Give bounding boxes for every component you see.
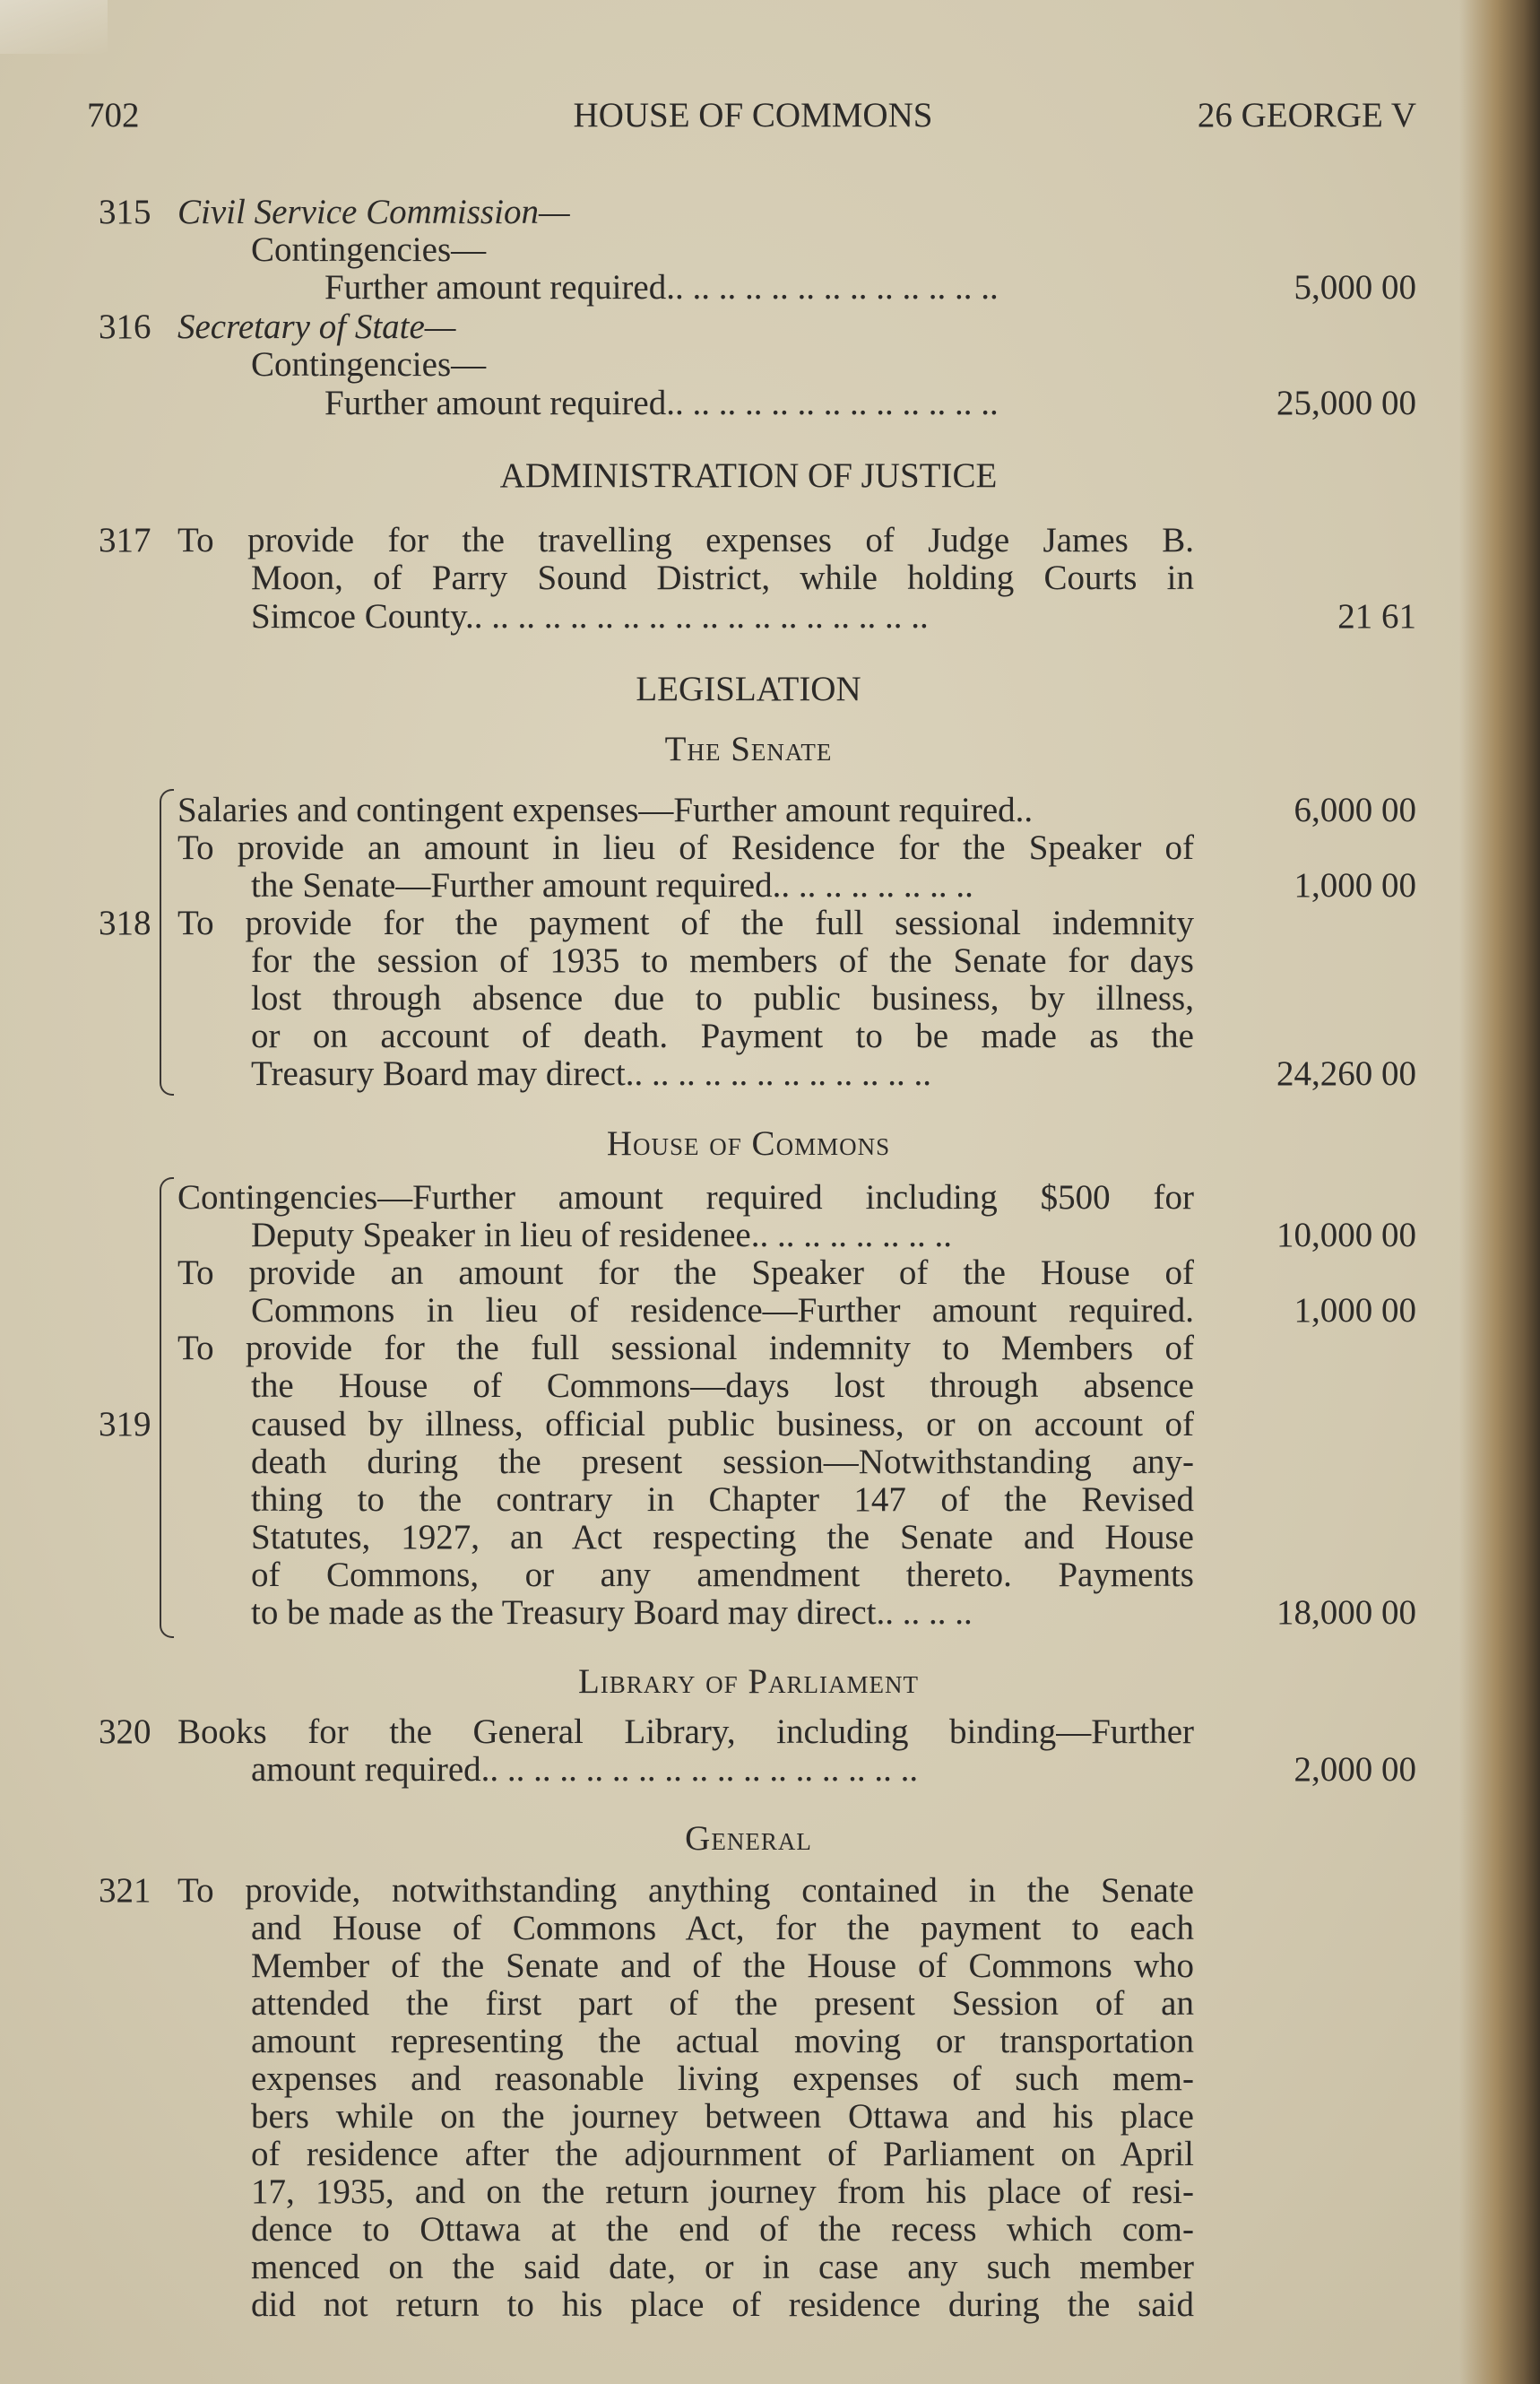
item-brace (160, 1177, 174, 1638)
item-line: attended the first part of the present Session of an (251, 1984, 1194, 2023)
item-line: To provide for the full sessional indemnity to Members of (177, 1329, 1194, 1367)
item-amount: 18,000 00 (1276, 1593, 1416, 1632)
page-binding-edge (1459, 0, 1540, 2384)
item-line: Contingencies—Further amount required including $500 for (177, 1178, 1194, 1217)
item-line: lost through absence due to public business, by illness, (251, 979, 1194, 1018)
item-amount: 6,000 00 (1293, 791, 1416, 829)
item-line: dence to Ottawa at the end of the recess which com- (251, 2210, 1194, 2249)
item-line: To provide, notwithstanding anything contained in the Senate (177, 1871, 1194, 1910)
item-number: 319 (99, 1405, 151, 1443)
item-line: Deputy Speaker in lieu of residenee.. .. .. .. .. .. .. .. (251, 1216, 952, 1254)
page-number: 702 (87, 96, 140, 134)
item-line: the Senate—Further amount required.. .. .. .. .. .. .. .. (251, 866, 973, 905)
item-number: 321 (99, 1871, 151, 1910)
item-line: 17, 1935, and on the return journey from his place of resi- (251, 2172, 1194, 2211)
item-brace (160, 789, 174, 1096)
item-amount: 24,260 00 (1276, 1054, 1416, 1093)
item-line: or on account of death. Payment to be made as the (251, 1017, 1194, 1055)
item-number: 320 (99, 1712, 151, 1751)
item-line: To provide an amount in lieu of Residence for the Speaker of (177, 828, 1194, 867)
item-line: Books for the General Library, including binding—Further (177, 1712, 1194, 1751)
running-head-title: HOUSE OF COMMONS (573, 96, 933, 134)
item-line: of Commons, or any amendment thereto. Payments (251, 1556, 1194, 1594)
subsection-heading: Library of Parliament (577, 1662, 920, 1701)
item-line: Moon, of Parry Sound District, while holding Courts in (251, 559, 1194, 597)
item-line: the House of Commons—days lost through absence (251, 1366, 1194, 1405)
item-line: amount required.. .. .. .. .. .. .. .. .. .. .. .. .. .. .. .. .. (251, 1750, 919, 1789)
item-line: menced on the said date, or in case any such member (251, 2248, 1194, 2286)
item-subheading: Contingencies— (251, 230, 487, 269)
item-line: for the session of 1935 to members of the Senate for days (251, 941, 1194, 980)
item-heading: Civil Service Commission— (177, 193, 570, 231)
section-heading: LEGISLATION (636, 670, 861, 708)
item-line: and House of Commons Act, for the payment to each (251, 1909, 1194, 1947)
item-heading: Secretary of State— (177, 308, 456, 346)
item-amount: 1,000 00 (1293, 866, 1416, 905)
item-line: bers while on the journey between Ottawa and his place (251, 2097, 1194, 2136)
item-number: 315 (99, 193, 151, 231)
item-line: Salaries and contingent expenses—Further amount required.. (177, 791, 1034, 829)
item-line: to be made as the Treasury Board may direct.. .. .. .. (251, 1593, 973, 1632)
item-line: Commons in lieu of residence—Further amount required. (251, 1291, 1194, 1330)
subsection-heading: The Senate (664, 730, 833, 768)
item-line: Member of the Senate and of the House of Commons who (251, 1946, 1194, 1985)
item-subheading: Contingencies— (251, 345, 487, 384)
item-amount: 25,000 00 (1276, 384, 1416, 422)
item-line: did not return to his place of residence during the said (251, 2285, 1194, 2324)
item-line: Treasury Board may direct.. .. .. .. .. .. .. .. .. .. .. .. (251, 1054, 931, 1093)
item-line: Statutes, 1927, an Act respecting the Senate and House (251, 1518, 1194, 1556)
item-number: 318 (99, 904, 151, 942)
item-number: 317 (99, 521, 151, 559)
item-amount: 21 61 (1337, 597, 1416, 636)
subsection-heading: General (685, 1819, 812, 1858)
item-line: To provide for the payment of the full sessional indemnity (177, 904, 1194, 942)
subsection-heading: House of Commons (606, 1124, 891, 1163)
item-line: To provide an amount for the Speaker of the House of (177, 1253, 1194, 1292)
item-line: death during the present session—Notwithstanding any- (251, 1443, 1194, 1481)
item-line: Simcoe County.. .. .. .. .. .. .. .. .. .. .. .. .. .. .. .. .. .. (251, 597, 929, 636)
item-line: of residence after the adjournment of Parliament on April (251, 2135, 1194, 2173)
item-line: expenses and reasonable living expenses of such mem- (251, 2059, 1194, 2098)
item-amount: 2,000 00 (1293, 1750, 1416, 1789)
section-heading: ADMINISTRATION OF JUSTICE (499, 456, 998, 495)
item-amount: 1,000 00 (1293, 1291, 1416, 1330)
item-line: thing to the contrary in Chapter 147 of the Revised (251, 1480, 1194, 1519)
item-description: Further amount required.. .. .. .. .. .. .. .. .. .. .. .. .. (324, 384, 999, 422)
item-line: caused by illness, official public business, or on account of (251, 1405, 1194, 1443)
item-line: To provide for the travelling expenses of Judge James B. (177, 521, 1194, 559)
item-amount: 10,000 00 (1276, 1216, 1416, 1254)
item-description: Further amount required.. .. .. .. .. .. .. .. .. .. .. .. .. (324, 268, 999, 307)
page-crease (0, 0, 108, 54)
running-head-reign: 26 GEORGE V (1197, 96, 1416, 134)
item-amount: 5,000 00 (1293, 268, 1416, 307)
item-line: amount representing the actual moving or transportation (251, 2022, 1194, 2060)
item-number: 316 (99, 308, 151, 346)
